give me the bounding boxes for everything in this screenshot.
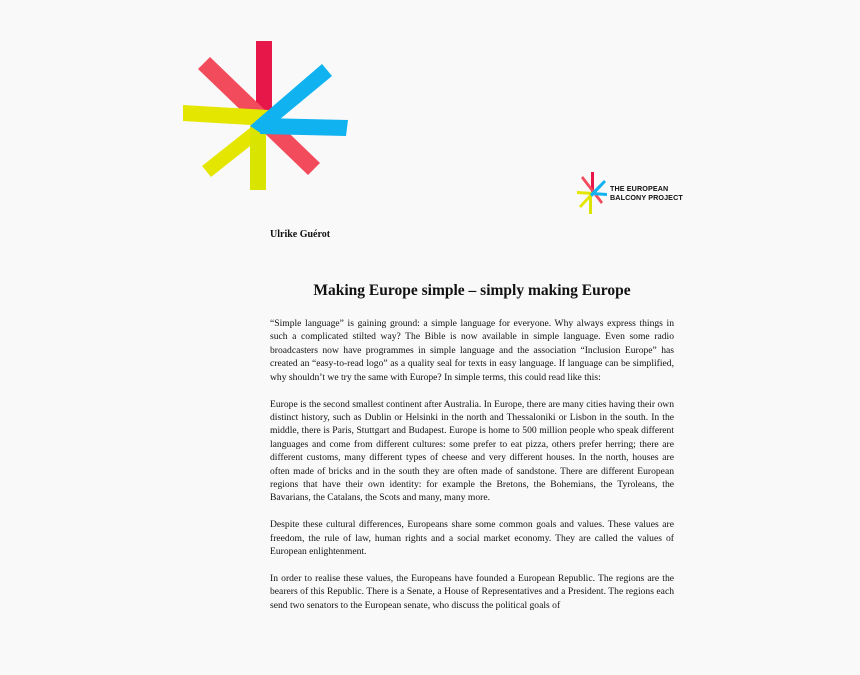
paragraph-4: In order to realise these values, the Europeans have founded a European Republic. The regions are the bearers of this Republic. There is a Senate, a House of Representatives and a President. The regions each send two senators to the European senate, who discuss the political goals of xyxy=(270,573,674,611)
brand-line-2: BALCONY PROJECT xyxy=(610,193,683,202)
brand-line-1: THE EUROPEAN xyxy=(610,184,669,193)
logo-bar-blue-horizontal xyxy=(260,118,348,136)
paragraph-3: Despite these cultural differences, Europeans share some common goals and values. These values are freedom, the rule of law, human rights and a social market economy. They are called the values of European enlightenment. xyxy=(270,519,674,558)
paragraph-1: “Simple language” is gaining ground: a simple language for everyone. Why always express things in such a complicated stilted way? The Bible is now available in simple language. Even some radio broadcasters now have programmes in simple language and the association “Inclusion Europe” has created an “easy-to-read logo” as a quality seal for texts in easy language. If language can be simplified, why shouldn’t we try the same with Europe? In simple terms, this could read like this: xyxy=(270,318,674,383)
paragraph-2: Europe is the second smallest continent after Australia. In Europe, there are many cities having their own distinct history, such as Dublin or Helsinki in the north and Thessaloniki or Lisbon in the south. In the middle, there is Paris, Stuttgart and Budapest. Europe is home to 500 million people who speak different languages and come from different cultures: some prefer to eat pizza, others prefer herring; there are different customs, many different types of cheese and very different houses. In the north, houses are often made of bricks and in the south they are often made of sandstone. There are different European regions that have their own identity: for example the Bretons, the Bohemians, the Tyroleans, the Bavarians, the Catalans, the Scots and many, many more. xyxy=(270,398,674,504)
document-title: Making Europe simple – simply making Europe xyxy=(313,282,631,299)
author-name: Ulrike Guérot xyxy=(270,229,331,240)
small-star-icon xyxy=(575,170,609,216)
balcony-project-small-logo xyxy=(575,170,683,216)
document-body xyxy=(270,317,674,626)
logo-bar-lime xyxy=(250,126,266,190)
balcony-project-star-logo xyxy=(180,38,352,194)
brand-name xyxy=(610,184,683,202)
